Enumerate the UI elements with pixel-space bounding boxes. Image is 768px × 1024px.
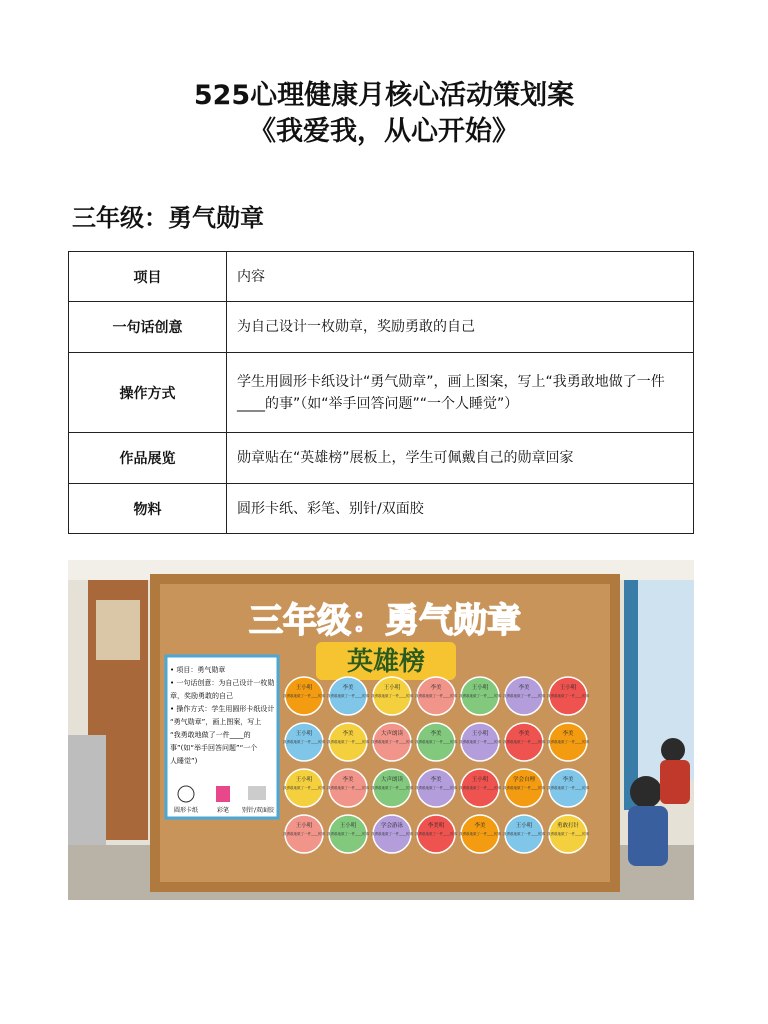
table-row [69,484,694,534]
page-title: 525心理健康月核心活动策划案 [193,80,575,111]
badge-name: 李美 [518,685,530,691]
badge-caption: 我勇敢地做了一件____的事 [371,740,413,744]
badge-name: 李美 [342,685,354,691]
material-label: 圆形卡纸 [173,807,199,814]
badge-name: 王小明 [295,731,313,737]
tape-material-icon [248,786,266,800]
info-card-line: “勇气勋章”，画上图案，写上 [170,718,262,726]
badge-name: 王小明 [295,777,313,783]
badge-caption: 我勇敢地做了一件____的事 [415,740,457,744]
student-head [630,776,662,808]
badge-name: 李美 [342,777,354,783]
pens-material-icon [216,786,230,802]
badge-name: 李美 [562,777,574,783]
badge-name: 大声朗读 [380,731,404,737]
row-value: 勋章贴在“英雄榜”展板上，学生可佩戴自己的勋章回家 [227,433,694,484]
table-row [69,433,694,484]
badge-name: 李美 [342,731,354,737]
badge-name: 学会游泳 [380,823,404,829]
badge-name: 王小明 [383,685,401,691]
badge-caption: 我勇敢地做了一件____的事 [547,786,589,790]
badge-caption: 我勇敢地做了一件____的事 [283,740,325,744]
table-row [69,353,694,433]
badge-caption: 我勇敢地做了一件____的事 [415,832,457,836]
table-row [69,302,694,353]
row-value: 圆形卡纸、彩笔、别针/双面胶 [227,484,694,534]
page-subtitle: 《我爱我，从心开始》 [249,116,519,147]
badge-name: 王小明 [515,823,533,829]
header-value: 内容 [227,252,694,302]
badge-name: 王小明 [295,823,313,829]
info-card-line: 人睡觉”) [170,757,198,765]
material-label: 彩笔 [216,807,230,814]
badge-name: 李美 [430,777,442,783]
badge-name: 大声朗读 [380,777,404,783]
badge-caption: 我勇敢地做了一件____的事 [547,832,589,836]
badge-caption: 我勇敢地做了一件____的事 [327,786,369,790]
table-header-row [69,252,694,302]
badge-name: 李美 [562,731,574,737]
student-head [661,738,685,762]
badge-caption: 我勇敢地做了一件____的事 [327,832,369,836]
row-value: 学生用圆形卡纸设计“勇气勋章”，画上图案，写上“我勇敢地做了一件____的事”（如“举手回答问题”“一个人睡觉”） [227,353,694,433]
badge-caption: 我勇敢地做了一件____的事 [503,694,545,698]
badge-caption: 我勇敢地做了一件____的事 [415,786,457,790]
badge-caption: 我勇敢地做了一件____的事 [327,694,369,698]
badge-caption: 我勇敢地做了一件____的事 [371,832,413,836]
badge-name: 李美 [474,823,486,829]
badge-name: 李美 [430,685,442,691]
row-key: 作品展览 [69,433,227,484]
badge-caption: 我勇敢地做了一件____的事 [327,740,369,744]
material-label: 别针/双面胶 [241,807,275,814]
lockers [68,735,106,845]
badge-name: 李美 [430,731,442,737]
badge-caption: 我勇敢地做了一件____的事 [503,740,545,744]
info-card-line: • 操作方式：学生用圆形卡纸设计 [170,705,275,713]
badge-name: 王小明 [295,685,313,691]
badge-name: 王小明 [471,731,489,737]
badge-caption: 我勇敢地做了一件____的事 [547,694,589,698]
badge-name: 李美明 [427,823,445,829]
row-key: 操作方式 [69,353,227,433]
badge-caption: 我勇敢地做了一件____的事 [459,694,501,698]
row-key: 物料 [69,484,227,534]
student-body [628,806,668,866]
badge-caption: 我勇敢地做了一件____的事 [415,694,457,698]
badge-caption: 我勇敢地做了一件____的事 [283,694,325,698]
badge-caption: 我勇敢地做了一件____的事 [459,740,501,744]
badge-caption: 我勇敢地做了一件____的事 [503,786,545,790]
badge-caption: 我勇敢地做了一件____的事 [283,832,325,836]
badge-caption: 我勇敢地做了一件____的事 [459,786,501,790]
info-card-line: 章，奖励勇敢的自己 [170,692,233,700]
badge-name: 李美 [518,731,530,737]
badge-caption: 我勇敢地做了一件____的事 [371,786,413,790]
bulletin-board-illustration [68,560,694,900]
info-card-line: • 一句话创意：为自己设计一枚勋 [170,679,275,687]
badge-name: 勇敢打针 [556,823,580,829]
badge-caption: 我勇敢地做了一件____的事 [503,832,545,836]
activity-table [68,251,694,534]
info-card-line: 事”(如“举手回答问题”“一个 [170,744,258,752]
badge-name: 王小明 [339,823,357,829]
badge-caption: 我勇敢地做了一件____的事 [371,694,413,698]
classroom-photo [68,560,694,900]
board-banner: 三年级：勇气勋章 [249,601,521,641]
badge-caption: 我勇敢地做了一件____的事 [283,786,325,790]
info-card-line: • 项目：勇气勋章 [170,666,226,674]
header-key: 项目 [69,252,227,302]
badge-name: 王小明 [559,685,577,691]
row-value: 为自己设计一枚勋章，奖励勇敢的自己 [227,302,694,353]
row-key: 一句话创意 [69,302,227,353]
badge-name: 王小明 [471,777,489,783]
info-card-line: “我勇敢地做了一件____的 [170,731,251,739]
badge-name: 王小明 [471,685,489,691]
board-subbanner: 英雄榜 [346,647,426,677]
badge-caption: 我勇敢地做了一件____的事 [459,832,501,836]
badge-caption: 我勇敢地做了一件____的事 [547,740,589,744]
badge-name: 学会自理 [512,777,536,783]
section-title: 三年级：勇气勋章 [72,204,264,232]
student-body [660,760,690,804]
